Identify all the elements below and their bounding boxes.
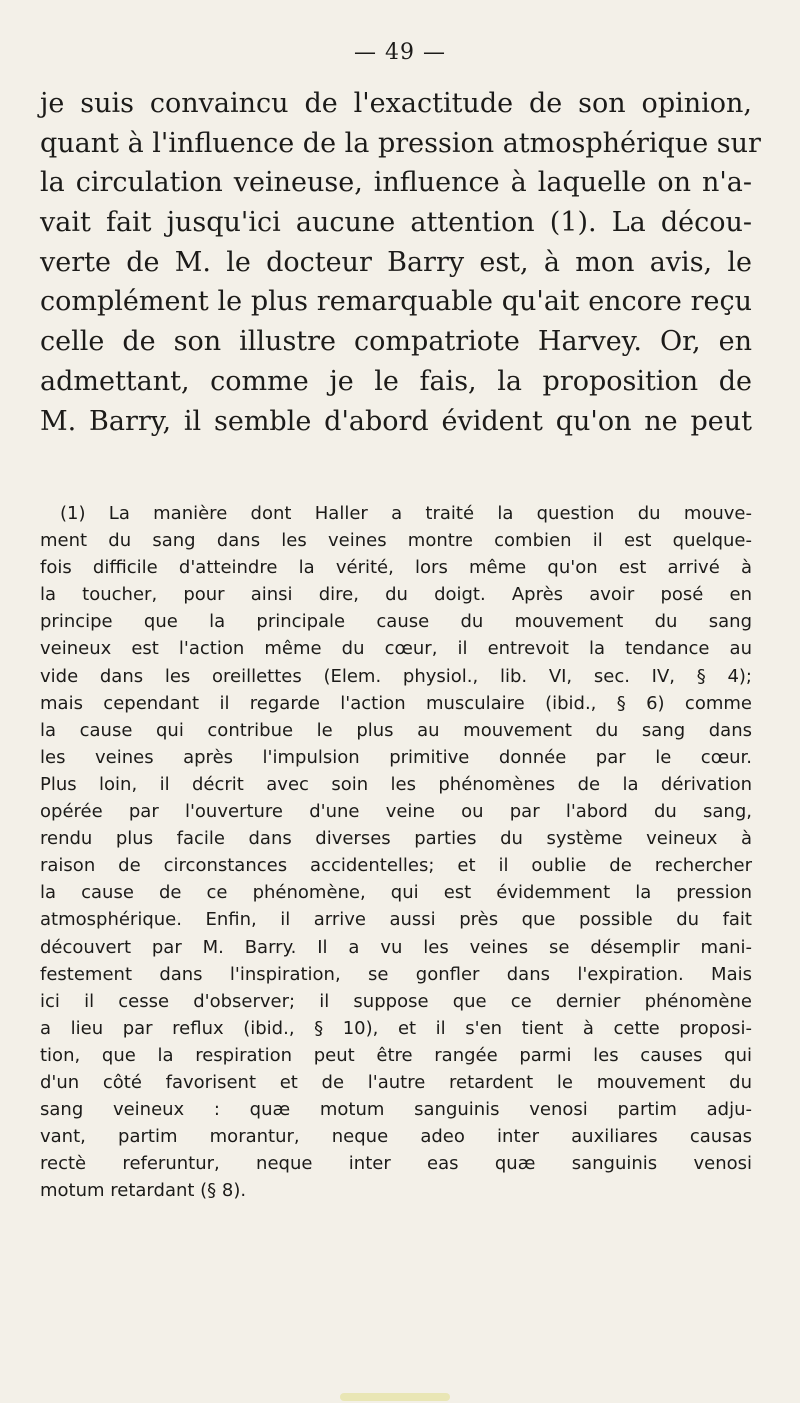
footnote-line: la toucher, pour ainsi dire, du doigt. Après avoir posé en (40, 584, 752, 606)
main-text-line: celle de son illustre compatriote Harvey. Or, en (40, 326, 752, 358)
footnote-line: ici il cesse d'observer; il suppose que ce dernier phénomène (40, 990, 752, 1012)
footnote-line: motum retardant (§ 8). (40, 1180, 247, 1202)
footnote-line: mais cependant il regarde l'action musculaire (ibid., § 6) comme (40, 692, 752, 714)
main-text-line: vait fait jusqu'ici aucune attention (1). La décou- (40, 207, 752, 239)
main-text-line: verte de M. le docteur Barry est, à mon avis, le (40, 246, 752, 278)
footnote-line: la cause de ce phénomène, qui est évidemment la pression (40, 882, 752, 904)
footnote-line: (1) La manière dont Haller a traité la question du mouve- (60, 503, 752, 524)
footnote-line: rendu plus facile dans diverses parties du système veineux à (40, 828, 752, 850)
footnote-line: rectè referuntur, neque inter eas quæ sanguinis venosi (40, 1153, 752, 1175)
footnote-line: Plus loin, il décrit avec soin les phénomènes de la dérivation (40, 773, 752, 795)
footnote-line: atmosphérique. Enfin, il arrive aussi près que possible du fait (40, 909, 752, 931)
main-text-line: quant à l'influence de la pression atmosphérique sur (40, 127, 761, 159)
main-text-line: admettant, comme je le fais, la proposition de (40, 365, 752, 397)
footnote-line: a lieu par reflux (ibid., § 10), et il s'en tient à cette proposi- (40, 1017, 752, 1039)
main-text-line: je suis convaincu de l'exactitude de son opinion, (40, 88, 752, 119)
main-text-line: M. Barry, il semble d'abord évident qu'on ne peut (40, 405, 752, 437)
main-text-line: la circulation veineuse, influence à laquelle on n'a- (40, 167, 752, 199)
footnote-line: découvert par M. Barry. Il a vu les veines se désemplir mani- (40, 936, 752, 958)
footnote-line: veineux est l'action même du cœur, il entrevoit la tendance au (40, 638, 752, 660)
footnote-line: les veines après l'impulsion primitive donnée par le cœur. (40, 746, 752, 768)
main-text (40, 84, 761, 441)
footnote-line: vant, partim morantur, neque adeo inter auxiliares causas (40, 1126, 752, 1148)
main-text-line: complément le plus remarquable qu'ait encore reçu (40, 286, 752, 318)
footnote-line: festement dans l'inspiration, se gonfler dans l'expiration. Mais (40, 963, 752, 985)
footnote-line: raison de circonstances accidentelles; et il oublie de rechercher (40, 855, 752, 877)
footnote-line: d'un côté favorisent et de l'autre retardent le mouvement du (40, 1071, 752, 1093)
footnote-line: principe que la principale cause du mouvement du sang (40, 611, 752, 633)
footnote-line: tion, que la respiration peut être rangée parmi les causes qui (40, 1044, 752, 1066)
footnote-line: sang veineux : quæ motum sanguinis venosi partim adju- (40, 1099, 752, 1121)
footnote-line: opérée par l'ouverture d'une veine ou par l'abord du sang, (40, 801, 752, 823)
footnote (40, 500, 752, 1204)
footnote-line: ment du sang dans les veines montre combien il est quelque- (40, 530, 752, 552)
page-smudge (340, 1393, 450, 1401)
page-number: — 49 — (354, 40, 446, 65)
footnote-line: vide dans les oreillettes (Elem. physiol., lib. VI, sec. IV, § 4); (40, 665, 752, 687)
footnote-line: fois difficile d'atteindre la vérité, lors même qu'on est arrivé à (40, 557, 752, 579)
footnote-line: la cause qui contribue le plus au mouvement du sang dans (40, 719, 752, 741)
